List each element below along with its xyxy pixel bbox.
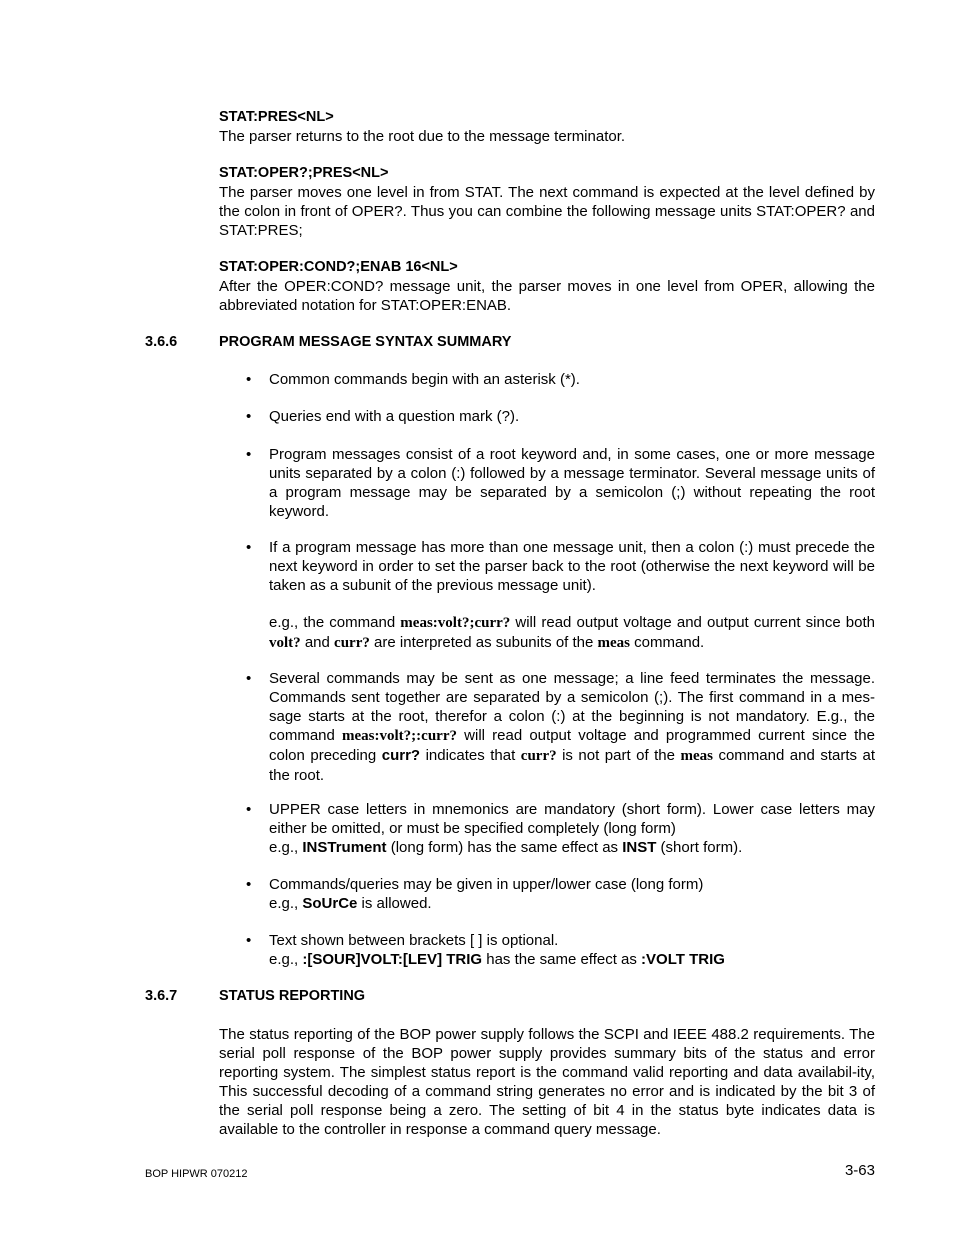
bullet-icon: • xyxy=(246,876,252,893)
bullet-item xyxy=(246,669,875,785)
bullet-example: e.g., the command meas:volt?;curr? will read output voltage and output current since both volt? and curr? are interpreted as subunits of the meas command. xyxy=(269,614,875,651)
code-text: curr? xyxy=(381,747,421,764)
bullet-icon: • xyxy=(246,408,252,425)
bullet-example: e.g., :[SOUR]VOLT:[LEV] TRIG has the same effect as :VOLT TRIG xyxy=(269,951,725,968)
code-text: meas xyxy=(597,635,631,651)
bullet-item xyxy=(246,875,875,913)
code-text: curr? xyxy=(520,748,557,764)
section-number: 3.6.7 xyxy=(145,988,178,1004)
stat-cond-heading: STAT:OPER:COND?;ENAB 16<NL> xyxy=(219,259,458,275)
code-text: :VOLT TRIG xyxy=(641,951,725,968)
page-number: 3-63 xyxy=(844,1162,875,1179)
code-text: SoUrCe xyxy=(302,895,358,912)
section-number: 3.6.6 xyxy=(145,334,178,350)
bullet-text: UPPER case letters in mnemonics are mandatory (short form). Lower case letters may either be omitted, or must be specified completely (long form) xyxy=(269,801,875,837)
stat-pres-block xyxy=(219,108,875,146)
section-heading-367 xyxy=(145,987,365,1006)
bullet-item xyxy=(246,445,875,521)
bullet-item xyxy=(246,800,875,857)
bullet-example: e.g., SoUrCe is allowed. xyxy=(269,895,432,912)
code-text: meas xyxy=(680,748,713,764)
stat-cond-text: After the OPER:COND? message unit, the parser moves in one level from OPER, allowing the abbreviated notation for STAT:OPER:ENAB. xyxy=(219,278,875,314)
stat-pres-heading: STAT:PRES<NL> xyxy=(219,109,334,125)
code-text: curr? xyxy=(334,635,370,651)
bullet-item xyxy=(246,407,875,426)
bullet-icon: • xyxy=(246,801,252,818)
bullet-item xyxy=(246,538,875,653)
code-text: INST xyxy=(622,839,657,856)
bullet-item xyxy=(246,370,875,389)
code-text: volt? xyxy=(269,635,301,651)
stat-pres-text: The parser returns to the root due to the message terminator. xyxy=(219,128,626,145)
bullet-icon: • xyxy=(246,446,252,463)
bullet-icon: • xyxy=(246,932,252,949)
bullet-text: Several commands may be sent as one message; a line feed terminates the message. Commands sent together are separated by a semicolon (;). The first command in a mes-sage starts at the root, therefor a colon (:) at the beginning is not mandatory. E.g., the command meas:volt?;:curr? will read output voltage and programmed current since the colon preceding curr? indicates that curr? is not part of the meas command and starts at the root. xyxy=(269,670,875,784)
bullet-text: Program messages consist of a root keyword and, in some cases, one or more message units separated by a colon (:) followed by a message terminator. Several message units of a program message may be separated by a semicolon (;) without repeating the root keyword. xyxy=(269,446,875,520)
code-text: INSTrument xyxy=(302,839,387,856)
footer-doc-id: BOP HIPWR 070212 xyxy=(145,1168,248,1180)
code-text: :[SOUR]VOLT:[LEV] TRIG xyxy=(302,951,483,968)
bullet-text: If a program message has more than one message unit, then a colon (:) must precede the next keyword in order to set the parser back to the root (otherwise the next keyword will be taken as a subunit of the previous message unit). xyxy=(269,539,875,594)
bullet-item xyxy=(246,931,875,969)
section-title: PROGRAM MESSAGE SYNTAX SUMMARY xyxy=(219,334,512,350)
bullet-text: Common commands begin with an asterisk (*). xyxy=(269,371,580,388)
bullet-icon: • xyxy=(246,670,252,687)
bullet-example: e.g., INSTrument (long form) has the same effect as INST (short form). xyxy=(269,839,743,856)
bullet-text: Commands/queries may be given in upper/lower case (long form) xyxy=(269,876,704,893)
bullet-text: Text shown between brackets [ ] is optional. xyxy=(269,932,559,949)
code-text: meas:volt?;:curr? xyxy=(342,728,457,744)
bullet-text: Queries end with a question mark (?). xyxy=(269,408,520,425)
stat-oper-heading: STAT:OPER?;PRES<NL> xyxy=(219,165,389,181)
stat-oper-block xyxy=(219,164,875,240)
bullet-icon: • xyxy=(246,539,252,556)
bullet-icon: • xyxy=(246,371,252,388)
status-reporting-paragraph xyxy=(219,1025,875,1139)
section-heading-366 xyxy=(145,333,511,352)
code-text: meas:volt?;curr? xyxy=(400,615,511,631)
section-title: STATUS REPORTING xyxy=(219,988,366,1004)
stat-cond-block xyxy=(219,258,875,315)
paragraph-text: The status reporting of the BOP power supply follows the SCPI and IEEE 488.2 requirements. The serial poll response of the BOP power supply provides summary bits of the status and error reporting system. The simplest status report is the command valid reporting and data availabil-ity, This successful decoding of a command string generates no error and is indicated by the bit 3 of the serial poll response being a zero. The setting of bit 4 in the status byte indicates data is available to the controller in response a command query message. xyxy=(219,1026,875,1138)
stat-oper-text: The parser moves one level in from STAT. The next command is expected at the level defined by the colon in front of OPER?. Thus you can combine the following message units STAT:OPER? and STAT:PRES; xyxy=(219,184,875,239)
